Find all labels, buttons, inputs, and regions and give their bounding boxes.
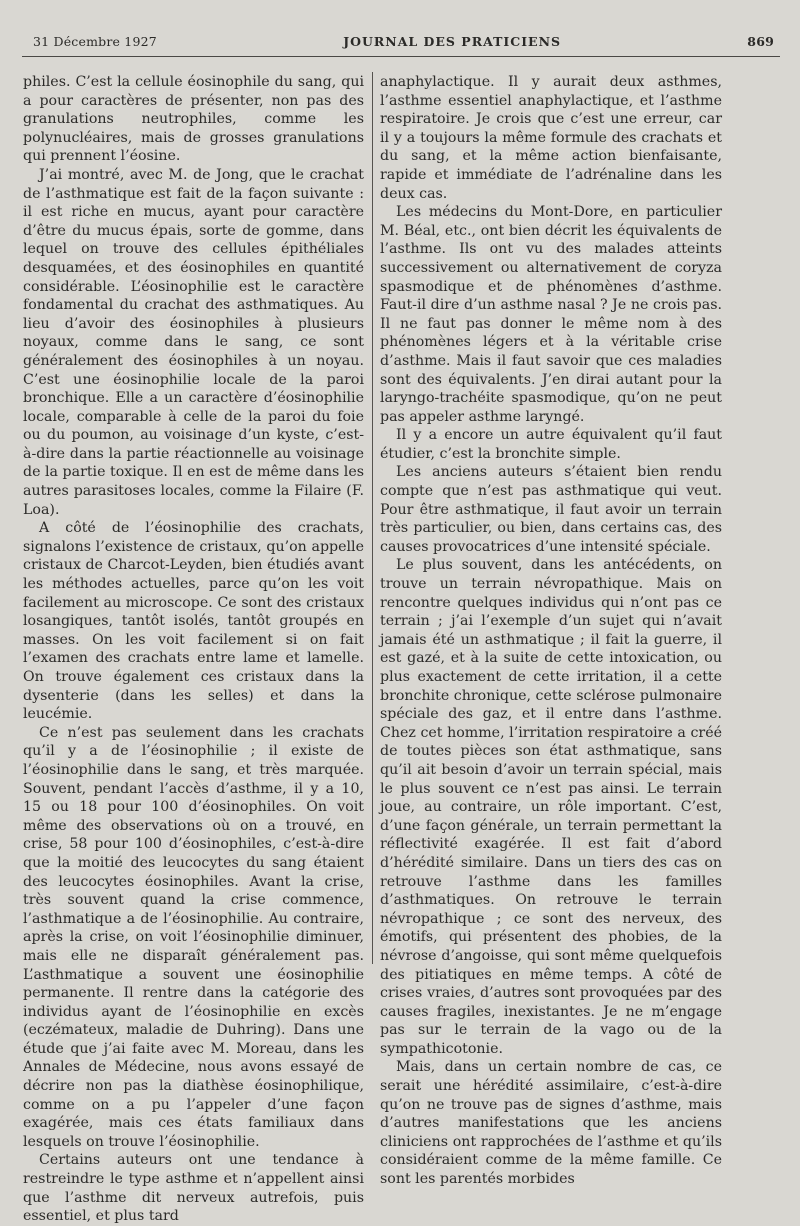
paragraph: anaphylactique. Il y aurait deux asthmes, l’asthme essentiel anaphylactique, et l’asthme respiratoire. Je crois que c’est une erreur, car il y a toujours la même formule des crachats et du sang, et la même action bienfaisante, rapide et immédiate de l’adrénaline dans les deux cas.	[380, 74, 722, 202]
paragraph: Les anciens auteurs s’étaient bien rendu compte que n’est pas asthmatique qui veut. Pour être asthmatique, il faut avoir un terrain très particulier, ou bien, dans certains cas, des causes provocatrices d’une intensité spéciale.	[380, 464, 722, 555]
paragraph: Mais, dans un certain nombre de cas, ce serait une hérédité assimilaire, c’est-à-dire qu’on ne trouve pas de signes d’asthme, mais d’autres manifestations que les anciens cliniciens ont rapprochées de l’asthme et qu’ils considéraient comme de la même famille. Ce sont les parentés morbides	[380, 1059, 722, 1188]
paragraph: Certains auteurs ont une tendance à restreindre le type asthme et n’appellent ainsi que l’asthme dit nerveux autrefois, puis essentiel, et plus tard	[23, 1152, 364, 1225]
header-rule	[22, 56, 780, 57]
column-divider	[372, 72, 373, 964]
page-number: 869	[747, 34, 774, 49]
right-column	[380, 73, 722, 1189]
paragraph: Le plus souvent, dans les antécédents, on trouve un terrain névropathique. Mais on rencontre quelques individus qui n’ont pas ce terrain ; j’ai l’exemple d’un sujet qui n’avait jamais été un asthmatique ; il fait la guerre, il est gazé, et à la suite de cette intoxication, ou plus exactement de cette irritation, il a cette bronchite chronique, cette sclérose pulmonaire spéciale des gaz, et il entre dans l’asthme. Chez cet homme, l’irritation respiratoire a créé de toutes pièces son état asthmatique, sans qu’il ait besoin d’avoir un terrain spécial, mais le plus souvent ce n’est pas ainsi. Le terrain joue, au contraire, un rôle important. C’est, d’une façon générale, un terrain permettant la réflectivité exagérée. Il est fait d’abord d’hérédité similaire. Dans un tiers des cas on retrouve l’asthme dans les familles d’asthmatiques. On retrouve le terrain névropathique ; ce sont des nerveux, des émotifs, qui présentent des phobies, de la névrose d’angoisse, qui sont même quelquefois des pitiatiques en même temps. A côté de crises vraies, d’autres sont provoquées par des causes fragiles, inexistantes. Je ne m’engage pas sur le terrain de la vago ou de la sympathicotonie.	[380, 557, 722, 1057]
paragraph: Les médecins du Mont-Dore, en particulier M. Béal, etc., ont bien décrit les équivalents de l’asthme. Ils ont vu des malades atteints successivement ou alternativement de coryza spasmodique et de phénomènes d’asthme. Faut-il dire d’un asthme nasal ? Je ne crois pas. Il ne faut pas donner le même nom à des phénomènes légers et à la véritable crise d’asthme. Mais il faut savoir que ces maladies sont des équivalents. J’en dirai autant pour la laryngo-trachéite spasmodique, qu’on ne peut pas appeler asthme laryngé.	[380, 204, 722, 425]
paragraph: A côté de l’éosinophilie des crachats, signalons l’existence de cristaux, qu’on appelle cristaux de Charcot-Leyden, bien étudiés avant les méthodes actuelles, parce qu’on les voit facilement au microscope. Ce sont des cristaux losangiques, tantôt isolés, tantôt groupés en masses. On les voit facilement si on fait l’examen des crachats entre lame et lamelle. On trouve également ces cristaux dans la dysenterie (dans les selles) et dans la leucémie.	[23, 520, 364, 723]
left-column	[23, 73, 364, 1226]
issue-date: 31 Décembre 1927	[33, 34, 157, 49]
paragraph: Ce n’est pas seulement dans les crachats qu’il y a de l’éosinophilie ; il existe de l’éosinophilie dans le sang, et très marquée. Souvent, pendant l’accès d’asthme, il y a 10, 15 ou 18 pour 100 d’éosinophiles. On voit même des observations où on a trouvé, en crise, 58 pour 100 d’éosinophiles, c’est-à-dire que la moitié des leucocytes du sang étaient des leucocytes éosinophiles. Avant la crise, très souvent quand la crise commence, l’asthmatique a de l’éosinophilie. Au contraire, après la crise, on voit l’éosinophilie diminuer, mais elle ne disparaît généralement pas. L’asthmatique a souvent une éosinophilie permanente. Il rentre dans la catégorie des individus ayant de l’éosinophilie en excès (eczémateux, maladie de Duhring). Dans une étude que j’ai faite avec M. Moreau, dans les Annales de Médecine, nous avons essayé de décrire non pas la diathèse éosinophilique, comme on a pu l’appeler d’une façon exagérée, mais ces états familiaux dans lesquels on trouve l’éosinophilie.	[23, 724, 364, 1150]
paragraph: J’ai montré, avec M. de Jong, que le crachat de l’asthmatique est fait de la façon suivante : il est riche en mucus, ayant pour caractère d’être du mucus épais, sorte de gomme, dans lequel on trouve des cellules épithéliales desquamées, et des éosinophiles en quantité considérable. L’éosinophilie est le caractère fondamental du crachat des asthmatiques. Au lieu d’avoir des éosinophiles à plusieurs noyaux, comme dans le sang, ce sont généralement des éosinophiles à un noyau. C’est une éosinophilie locale de la paroi bronchique. Elle a un caractère d’éosinophilie locale, comparable à celle de la paroi du foie ou du poumon, au voisinage d’un kyste, c’est-à-dire dans la partie réactionnelle au voisinage de la partie toxique. Il en est de même dans les autres parasitoses locales, comme la Filaire (F. Loa).	[23, 166, 364, 518]
running-header	[33, 34, 774, 49]
paragraph: philes. C’est la cellule éosinophile du sang, qui a pour caractères de présenter, non pas des granulations neutrophiles, comme les polynucléaires, mais de grosses granulations qui prennent l’éosine.	[23, 74, 364, 165]
paragraph: Il y a encore un autre équivalent qu’il faut étudier, c’est la bronchite simple.	[380, 427, 722, 462]
journal-title: JOURNAL DES PRATICIENS	[343, 34, 562, 49]
